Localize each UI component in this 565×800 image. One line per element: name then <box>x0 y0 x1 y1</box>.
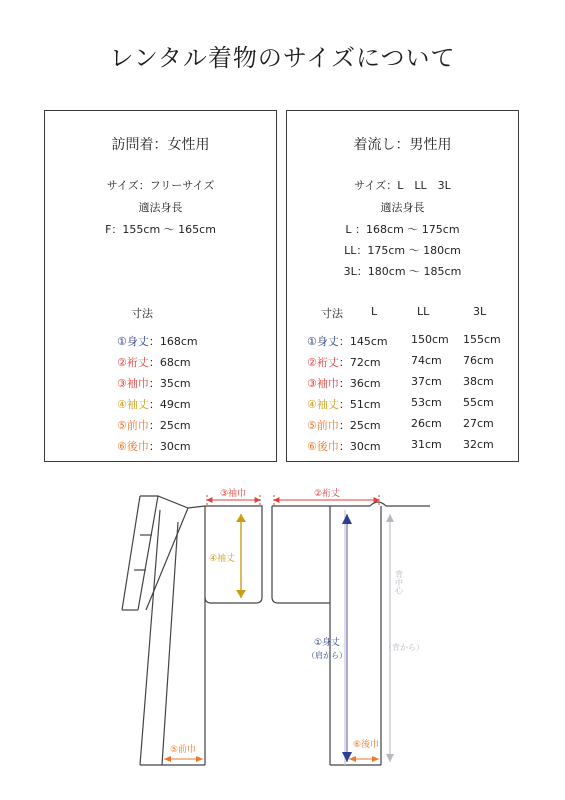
row-value: 31cm <box>411 438 442 451</box>
row-value: 76cm <box>463 354 494 367</box>
col-header-3l: 3L <box>473 305 487 318</box>
female-height-label: 適法身長 <box>138 201 183 214</box>
male-height-3l: 3L：180cm 〜 185cm <box>343 265 462 278</box>
row-value: ：72cm <box>338 356 381 369</box>
female-row-sodetake <box>117 396 191 412</box>
female-row-ushirohaba <box>117 438 191 454</box>
female-heading: 訪問着：女性用 <box>111 137 210 153</box>
sleeve-length-label: ④袖丈 <box>208 554 236 564</box>
body-length-label: ①身丈 <box>313 638 341 648</box>
back-width-label: ⑥後巾 <box>352 740 380 750</box>
row-value: 155cm <box>463 333 501 346</box>
row-value: ：168cm <box>148 335 198 348</box>
male-row-yuki <box>307 354 517 370</box>
row-value: 37cm <box>411 375 442 388</box>
body-length-note: （肩から） <box>307 651 347 660</box>
male-row-mitake <box>307 333 517 349</box>
col-header-l: L <box>371 305 378 318</box>
front-width-label: ⑤前巾 <box>169 745 197 755</box>
from-back-label: （背から） <box>384 643 424 652</box>
page-title: レンタル着物のサイズについて <box>109 44 456 72</box>
row-label: ⑤前巾 <box>117 419 149 432</box>
female-row-mitake <box>117 333 198 349</box>
male-heading: 着流し：男性用 <box>353 137 452 153</box>
row-label: ③袖巾 <box>117 377 149 390</box>
row-value: ：51cm <box>338 398 381 411</box>
row-value: 27cm <box>463 417 494 430</box>
female-row-maehaba <box>117 417 191 433</box>
male-measure-label: 寸法 <box>321 307 343 320</box>
row-value: ：25cm <box>148 419 191 432</box>
row-value: ：30cm <box>148 440 191 453</box>
row-label: ②裄丈 <box>117 356 149 369</box>
kimono-diagram <box>0 470 565 800</box>
female-size-line: サイズ：フリーサイズ <box>106 179 215 192</box>
female-measure-label: 寸法 <box>131 307 153 320</box>
male-size-box <box>286 110 519 462</box>
row-value: ：68cm <box>148 356 191 369</box>
row-value: ：36cm <box>338 377 381 390</box>
male-size-line: サイズ：L LL 3L <box>354 179 451 192</box>
female-size-box <box>44 110 277 462</box>
male-row-sodetake <box>307 396 517 412</box>
row-value: 74cm <box>411 354 442 367</box>
row-label: ④袖丈 <box>307 398 339 411</box>
row-value: ：25cm <box>338 419 381 432</box>
row-label: ⑥後巾 <box>117 440 149 453</box>
row-label: ⑥後巾 <box>307 440 339 453</box>
row-label: ①身丈 <box>307 335 339 348</box>
kimono-outline-right <box>272 502 430 765</box>
row-value: ：145cm <box>338 335 388 348</box>
male-row-ushirohaba <box>307 438 517 454</box>
female-row-yuki <box>117 354 191 370</box>
female-height-range: F：155cm 〜 165cm <box>105 223 216 236</box>
row-value: ：49cm <box>148 398 191 411</box>
row-value: ：35cm <box>148 377 191 390</box>
female-row-sodehaba <box>117 375 191 391</box>
male-height-l: L ：168cm 〜 175cm <box>345 223 460 236</box>
row-label: ②裄丈 <box>307 356 339 369</box>
male-row-maehaba <box>307 417 517 433</box>
male-height-label: 適法身長 <box>380 201 425 214</box>
row-value: 150cm <box>411 333 449 346</box>
row-value: 38cm <box>463 375 494 388</box>
yuki-label: ②裄丈 <box>313 489 341 499</box>
sleeve-width-label: ③袖巾 <box>219 489 247 499</box>
col-header-ll: LL <box>417 305 430 318</box>
row-value: 32cm <box>463 438 494 451</box>
row-value: 26cm <box>411 417 442 430</box>
row-label: ①身丈 <box>117 335 149 348</box>
male-row-sodehaba <box>307 375 517 391</box>
row-label: ④袖丈 <box>117 398 149 411</box>
row-label: ⑤前巾 <box>307 419 339 432</box>
male-height-ll: LL：175cm 〜 180cm <box>344 244 461 257</box>
back-center-label: 背中心 <box>394 570 404 594</box>
row-value: 53cm <box>411 396 442 409</box>
row-value: 55cm <box>463 396 494 409</box>
row-value: ：30cm <box>338 440 381 453</box>
row-label: ③袖巾 <box>307 377 339 390</box>
